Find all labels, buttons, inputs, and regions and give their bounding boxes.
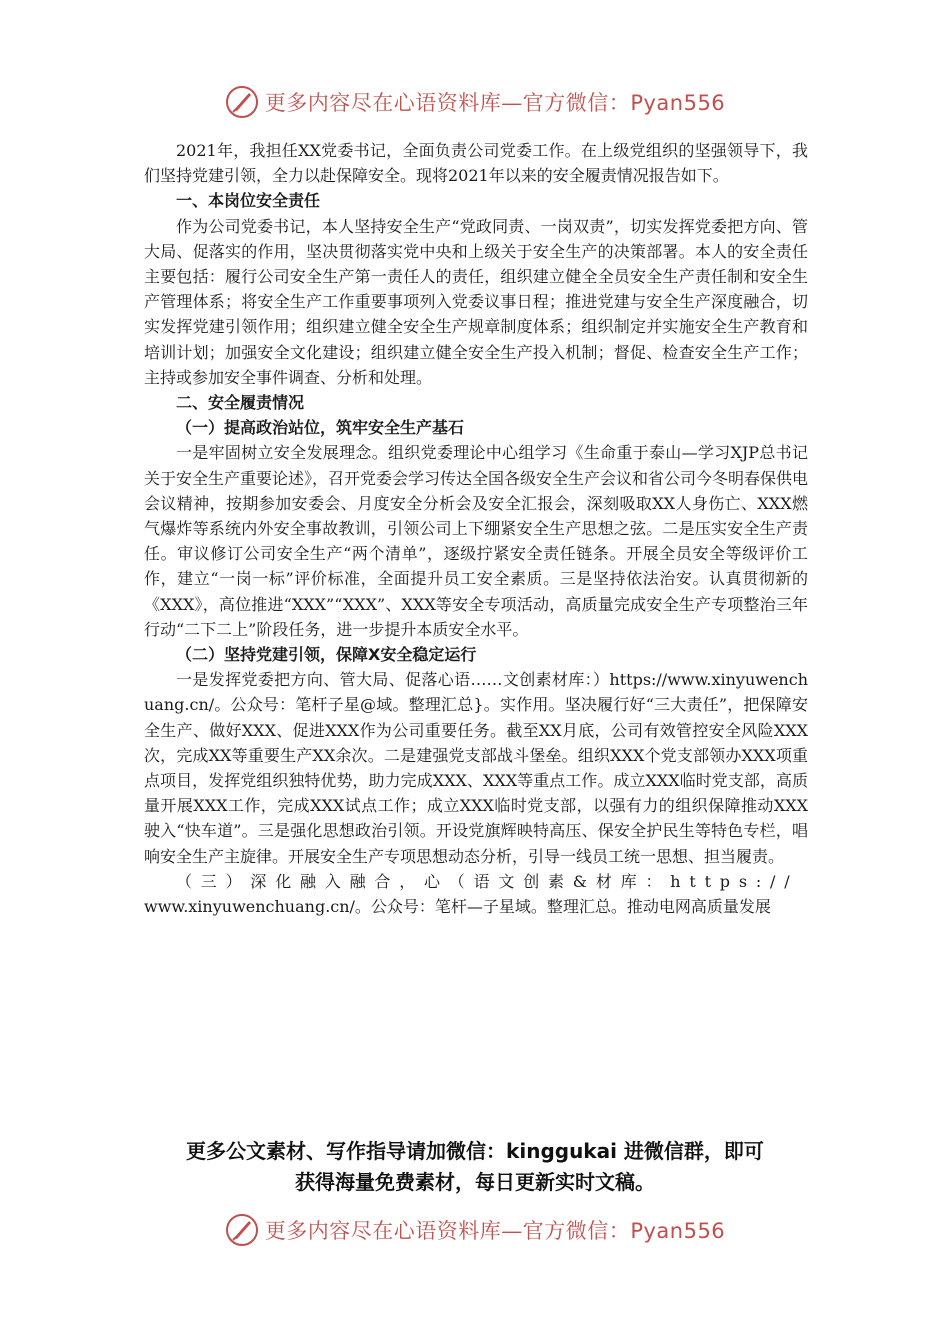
footer-note (100, 1136, 850, 1198)
header-banner (0, 82, 950, 122)
paragraph: www.xinyuwenchuang.cn/。公众号：笔杆—子星域。整理汇总。推动电网高质量发展 (144, 897, 771, 917)
quill-pen-icon (225, 85, 259, 119)
footer-banner (0, 1210, 950, 1250)
section-heading: 二、安全履责情况 (176, 393, 305, 413)
footer-note-line: 更多公文素材、写作指导请加微信：kinggukai 进微信群，即可 (186, 1139, 764, 1163)
paragraph: 2021年，我担任XX党委书记，全面负责公司党委工作。在上级党组织的坚强领导下，我们坚持党建引领，全力以赴保障安全。现将2021年以来的安全履责情况报告如下。 (144, 141, 808, 186)
subsection-heading: （二）坚持党建引领，保障X安全稳定运行 (176, 645, 477, 665)
footer-note-line: 获得海量免费素材，每日更新实时文稿。 (295, 1170, 655, 1194)
document-body (144, 138, 808, 919)
paragraph: 一是发挥党委把方向、管大局、促落心语……文创素材库：）https://www.xinyuwenchuang.cn/。公众号：笔杆子星@域。整理汇总}。实作用。坚决履行好“三大责任”，把保障安全生产、做好XXX、促进XXX作为公司重要任务。截至XX月底，公司有效管控安全风险XXX次，完成XX等重要生产XX余次。二是建强党支部战斗堡垒。组织XXX个党支部领办XXX项重点项目，发挥党组织独特优势，助力完成XXX、XXX等重点工作。成立XXX临时党支部，高质量开展XXX工作，完成XXX试点工作；成立XXX临时党支部，以强有力的组织保障推动XXX驶入“快车道”。三是强化思想政治引领。开设党旗辉映特高压、保安全护民生等特色专栏，唱响安全生产主旋律。开展安全生产专项思想动态分析，引导一线员工统一思想、担当履责。 (144, 670, 808, 866)
quill-pen-icon (225, 1213, 259, 1247)
section-heading: 一、本岗位安全责任 (176, 191, 321, 211)
banner-text: 更多内容尽在心语资料库—官方微信：Pyan556 (264, 1219, 726, 1243)
banner-text: 更多内容尽在心语资料库—官方微信：Pyan556 (264, 91, 726, 115)
subsection-heading: （三）深化融入融合，心（语文创素&材库：https:// (176, 871, 799, 891)
subsection-heading: （一）提高政治站位，筑牢安全生产基石 (176, 418, 465, 438)
paragraph: 作为公司党委书记，本人坚持安全生产“党政同责、一岗双责”，切实发挥党委把方向、管大局、促落实的作用，坚决贯彻落实党中央和上级关于安全生产的决策部署。本人的安全责任主要包括：履行公司安全生产第一责任人的责任，组织建立健全全员安全生产责任制和安全生产管理体系；将安全生产工作重要事项列入党委议事日程；推进党建与安全生产深度融合，切实发挥党建引领作用；组织建立健全安全生产规章制度体系；组织制定并实施安全生产教育和培训计划；加强安全文化建设；组织建立健全安全生产投入机制；督促、检查安全生产工作；主持或参加安全事件调查、分析和处理。 (144, 216, 808, 387)
paragraph: 一是牢固树立安全发展理念。组织党委理论中心组学习《生命重于泰山—学习XJP总书记关于安全生产重要论述》，召开党委会学习传达全国各级安全生产会议和省公司今冬明春保供电会议精神，按期参加安委会、月度安全分析会及安全汇报会，深刻吸取XX人身伤亡、XXX燃气爆炸等系统内外安全事故教训，引领公司上下绷紧安全生产思想之弦。二是压实安全生产责任。审议修订公司安全生产“两个清单”，逐级拧紧安全责任链条。开展全员安全等级评价工作，建立“一岗一标”评价标准，全面提升员工安全素质。三是坚持依法治安。认真贯彻新的《XXX》，高位推进“XXX”“XXX”、XXX等安全专项活动，高质量完成安全生产专项整治三年行动“二下二上”阶段任务，进一步提升本质安全水平。 (144, 443, 809, 639)
